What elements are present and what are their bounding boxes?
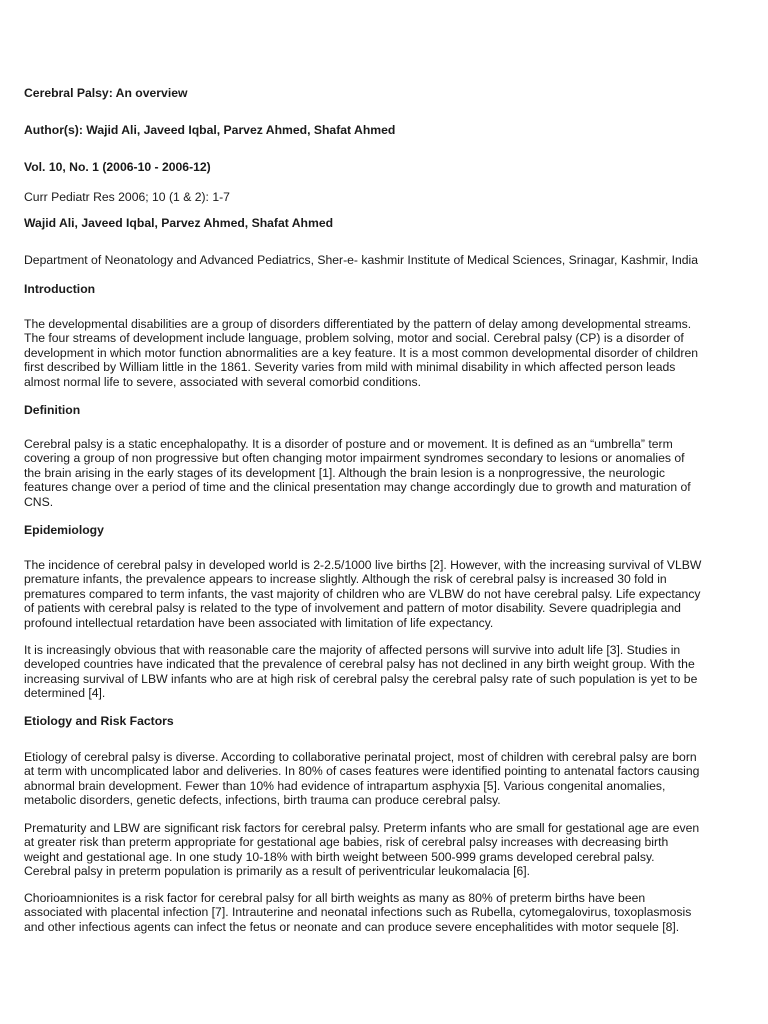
etiology-paragraph-2 bbox=[24, 821, 748, 879]
text-line: metabolic disorders, genetic defects, infections, birth trauma can produce cerebral palsy. bbox=[24, 793, 501, 808]
text-line: The four streams of development include language, problem solving, motor and social. Cerebral palsy (CP) is a disorder of bbox=[24, 331, 684, 346]
text-line: first described by William little in the 1861. Severity varies from mild with minimal disability in which affected person leads bbox=[24, 360, 676, 375]
affiliation-line: Department of Neonatology and Advanced Pediatrics, Sher-e- kashmir Institute of Medical Sciences, Srinagar, Kashmir, India bbox=[24, 253, 699, 267]
definition-paragraph bbox=[24, 437, 748, 509]
text-line: Cerebral palsy in preterm population is primarily as a result of periventricular leukomalacia [6]. bbox=[24, 864, 531, 879]
text-line: Chorioamnionites is a risk factor for cerebral palsy for all birth weights as many as 80% of preterm births have been bbox=[24, 891, 646, 905]
text-line: determined [4]. bbox=[24, 686, 106, 701]
text-line: the brain arising in the early stages of its development [1]. Although the brain lesion is a nonprogressive, the neurologic bbox=[24, 465, 665, 480]
epidemiology-paragraph-1 bbox=[24, 558, 748, 630]
text-line: almost normal life to severe, associated with several comorbid conditions. bbox=[24, 374, 421, 389]
text-line: Prematurity and LBW are significant risk factors for cerebral palsy. Preterm infants who are small for gestational age are even bbox=[24, 821, 700, 835]
text-line: and other infectious agents can infect the fetus or neonate and can produce severe encephalitides with motor sequele [8]. bbox=[24, 919, 680, 934]
volume-line: Vol. 10, No. 1 (2006-10 - 2006-12) bbox=[24, 160, 211, 174]
text-line: features change over a period of time and the clinical presentation may change accordingly due to growth and maturation of bbox=[24, 480, 691, 495]
citation-line: Curr Pediatr Res 2006; 10 (1 & 2): 1-7 bbox=[24, 190, 230, 204]
definition-heading: Definition bbox=[24, 403, 81, 417]
text-line: developed countries have indicated that the prevalence of cerebral palsy has not declined in any birth weight group. With the bbox=[24, 657, 695, 672]
text-line: covering a group of non progressive but often changing motor impairment syndromes secondary to lesions or anomalies of bbox=[24, 451, 685, 466]
etiology-paragraph-1 bbox=[24, 750, 748, 808]
etiology-heading: Etiology and Risk Factors bbox=[24, 714, 174, 728]
epidemiology-paragraph-2 bbox=[24, 643, 748, 701]
introduction-paragraph bbox=[24, 317, 748, 389]
author-names: Wajid Ali, Javeed Iqbal, Parvez Ahmed, Shafat Ahmed bbox=[24, 216, 334, 230]
text-line: increasing survival of LBW infants who are at high risk of cerebral palsy the cerebral palsy rate of such population is yet to be bbox=[24, 671, 698, 686]
text-line: of patients with cerebral palsy is related to the type of involvement and pattern of motor disability. Severe quadriplegia and bbox=[24, 601, 681, 616]
epidemiology-heading: Epidemiology bbox=[24, 523, 104, 537]
text-line: at term with uncomplicated labor and deliveries. In 80% of cases features were identified pointing to antenatal factors causing bbox=[24, 764, 700, 779]
article-title: Cerebral Palsy: An overview bbox=[24, 86, 188, 100]
text-line: profound intellectual retardation have been associated with limitation of life expectancy. bbox=[24, 615, 494, 630]
text-line: prematures compared to term infants, the vast majority of children who are VLBW do not have cerebral palsy. Life expectancy bbox=[24, 586, 701, 601]
text-line: premature infants, the prevalence appears to increase slightly. Although the risk of cerebral palsy is increased 30 fold in bbox=[24, 572, 667, 587]
text-line: It is increasingly obvious that with reasonable care the majority of affected persons will survive into adult life [3]. Studies in bbox=[24, 643, 681, 657]
text-line: weight and gestational age. In one study 10-18% with birth weight between 500-999 grams developed cerebral palsy. bbox=[24, 849, 655, 864]
etiology-paragraph-3 bbox=[24, 891, 748, 934]
text-line: The developmental disabilities are a group of disorders differentiated by the pattern of delay among developmental streams. bbox=[24, 317, 692, 331]
text-line: development in which motor function abnormalities are a key feature. It is a most common developmental disorder of children bbox=[24, 345, 699, 360]
text-line: Cerebral palsy is a static encephalopathy. It is a disorder of posture and or movement. It is defined as an “umbrella” term bbox=[24, 437, 673, 451]
text-line: at greater risk than preterm appropriate for gestational age babies, risk of cerebral palsy increases with decreasing birth bbox=[24, 835, 669, 850]
text-line: associated with placental infection [7]. Intrauterine and neonatal infections such as Rubella, cytomegalovirus, toxoplasmosis bbox=[24, 905, 692, 920]
text-line: The incidence of cerebral palsy in developed world is 2-2.5/1000 live births [2]. However, with the increasing survival of VLBW bbox=[24, 558, 702, 572]
authors-line: Author(s): Wajid Ali, Javeed Iqbal, Parvez Ahmed, Shafat Ahmed bbox=[24, 123, 396, 137]
introduction-heading: Introduction bbox=[24, 282, 96, 296]
text-line: CNS. bbox=[24, 494, 54, 509]
text-line: abnormal brain development. Fewer than 10% had evidence of intrapartum asphyxia [5]. Various congenital anomalies, bbox=[24, 778, 666, 793]
text-line: Etiology of cerebral palsy is diverse. According to collaborative perinatal project, most of children with cerebral palsy are born bbox=[24, 750, 697, 764]
